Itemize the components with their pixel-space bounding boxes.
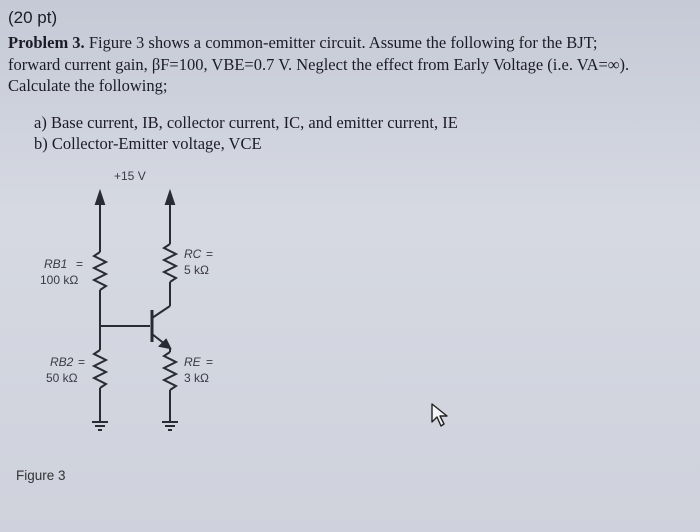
rb1-name: RB1 (44, 257, 68, 271)
rb1-resistor (94, 252, 106, 290)
rb2-resistor (94, 350, 106, 388)
rb1-equals: = (76, 257, 84, 271)
circuit-diagram (0, 160, 320, 460)
problem-statement (8, 32, 694, 97)
problem-line-3: Calculate the following; (8, 76, 168, 95)
rb2-equals: = (78, 355, 86, 369)
re-resistor (164, 352, 176, 390)
rb2-name: RB2 (50, 355, 74, 369)
points-label: (20 pt) (8, 8, 58, 27)
re-equals: = (206, 355, 214, 369)
mouse-pointer-icon (430, 402, 452, 428)
re-name: RE (184, 355, 201, 369)
task-list (34, 112, 458, 154)
rc-value: 5 kΩ (184, 263, 209, 277)
task-b: b) Collector-Emitter voltage, VCE (34, 134, 262, 153)
rb2-value: 50 kΩ (46, 371, 78, 385)
rc-resistor (164, 244, 176, 282)
problem-label: Problem 3. (8, 33, 85, 52)
problem-line-2: forward current gain, βF=100, VBE=0.7 V. Neglect the effect from Early Voltage (i.e. VA=∞). (8, 54, 630, 74)
transistor-collector (152, 306, 170, 318)
rb1-value: 100 kΩ (40, 273, 79, 287)
supply-label: +15 V (114, 169, 146, 183)
problem-line-1: Figure 3 shows a common-emitter circuit. Assume the following for the BJT; (84, 33, 598, 52)
supply-arrow-right (166, 192, 174, 204)
re-value: 3 kΩ (184, 371, 209, 385)
rc-equals: = (206, 247, 214, 261)
rc-name: RC (184, 247, 202, 261)
task-a: a) Base current, IB, collector current, IC, and emitter current, IE (34, 113, 458, 132)
figure-caption: Figure 3 (16, 468, 66, 483)
supply-arrow-left (96, 192, 104, 204)
